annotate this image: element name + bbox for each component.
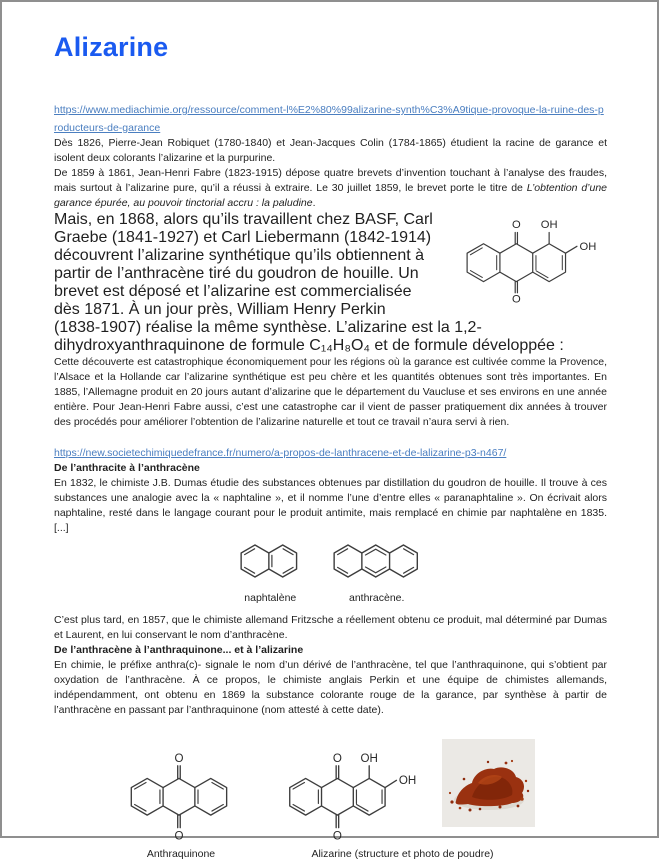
figure-row-middle <box>54 536 607 606</box>
paragraph-prefixe: En chimie, le préfixe anthra(c)- signale le nom d’un dérivé de l’anthracène, tel que l’anthraquinone, qui s’obtient par oxydation de l’anthracène. À ce propos, le chimiste anglais Perkin et une équipe de chimistes allemands, indépendamment, ont obtenu en 1869 la substance colorante rouge de la garance, par synthèse à partir de l’anthracène en passant par l’anthraquinone (nom attesté à cette date). <box>54 659 607 716</box>
naphthalene-structure-diagram <box>235 536 305 586</box>
link-block-mediachimie <box>54 100 607 136</box>
hydroxyl-group-label: OH <box>540 219 558 232</box>
oxygen-atom-label: O <box>511 219 521 232</box>
oxygen-atom-label: O <box>174 752 184 765</box>
link-block-societechimique <box>54 443 607 461</box>
paragraph-catastrophe: Cette découverte est catastrophique économiquement pour les régions où la garance est cultivée comme la Provence, l’Alsace et la Hollande car l’alizarine synthétique est peu chère et les quantités obtenues sont très importantes. En 1885, l’Allemagne produit en 20 jours autant d’alizarine que le département du Vaucluse et ses environs en une année entière. Pour Jean-Henri Fabre aussi, c’est une catastrophe car il vient de passer pratiquement dix années à trouver des procédés pour améliorer l’obtention de l’alizarine naturelle et tout ce travail n’aura servi à rien. <box>54 356 607 428</box>
paragraph-basf-wrap <box>54 211 607 355</box>
hydroxyl-group-label: OH <box>360 752 378 765</box>
oxygen-atom-label: O <box>332 830 342 843</box>
page-content <box>54 32 607 862</box>
anthracene-figure <box>328 536 426 606</box>
hydroxyl-group-label: OH <box>398 775 417 788</box>
societechimique-link[interactable]: https://new.societechimiquedefrance.fr/numero/a-propos-de-lanthracene-et-de-lalizarine-p3-n467/ <box>54 447 507 459</box>
heading-anthracite: De l’anthracite à l’anthracène <box>54 462 200 474</box>
paragraph-fabre-italic-title: L’obtention d’une garance épurée, au pouvoir tinctorial accru : la paludine <box>54 182 608 209</box>
oxygen-atom-label: O <box>511 293 521 306</box>
anthraquinone-structure-diagram <box>112 733 250 847</box>
paragraph-dumas: En 1832, le chimiste J.B. Dumas étudie des substances obtenues par distillation du goudron de houille. Il trouve à ces substances une analogie avec la « naphtaline », et il nomme l’une d’entre elles « paranaphtaline ». On écrivait alors naphtaline, resté dans le langage courant pour le produit antimite, mais remplacé en chimie par naphtalène en 1835. [...] <box>54 477 607 534</box>
page-title: Alizarine <box>54 32 169 62</box>
alizarine-structure-and-photo <box>270 733 535 847</box>
hydroxyl-group-label: OH <box>579 240 597 253</box>
paragraph-basf-text: Mais, en 1868, alors qu’ils travaillent chez BASF, Carl Graebe (1841-1927) et Carl Liebermann (1842-1914) découvrent l’alizarine synthétique qu’ils obtiennent à partir de l’anthracène tiré du goudron de houille. Un brevet est déposé et l’alizarine est commercialisée dès 1871. À un jour près, William Henry Perkin (1838-1907) réalise la même synthèse. L’alizarine est la 1,2-dihydroxyanthraquinone de formule C₁₄H₈O₄ et de formule développée : <box>54 211 564 354</box>
paragraph-fabre-brevets <box>54 166 607 211</box>
paragraph-robiquet: Dès 1826, Pierre-Jean Robiquet (1780-1840) et Jean-Jacques Colin (1784-1865) étudient la racine de garance et isolent deux colorants l’alizarine et la purpurine. <box>54 137 607 164</box>
naphthalene-figure <box>235 536 305 606</box>
anthraquinone-caption: Anthraquinone <box>146 848 216 860</box>
alizarine-powder-photo <box>442 739 535 827</box>
alizarine-figure-group <box>270 733 535 862</box>
alizarine-structure-diagram <box>270 733 434 847</box>
anthraquinone-figure <box>112 733 250 862</box>
paragraph-fabre-start: De 1859 à 1861, Jean-Henri Fabre (1823-1915) dépose quatre brevets d’invention touchant à l’analyse des fraudes, mais surtout à l’alizarine pure, qu’il a réussi à extraire. Le 30 juillet 1859, le brevet porte le titre de <box>54 167 607 194</box>
oxygen-atom-label: O <box>174 830 184 843</box>
anthracene-caption: anthracène. <box>348 592 405 604</box>
paragraph-fabre-end: . <box>312 197 316 209</box>
naphthalene-caption: naphtalène <box>244 592 297 604</box>
alizarine-structure-top-diagram <box>447 211 607 304</box>
heading-anthraquinone: De l’anthracène à l’anthraquinone... et à l’alizarine <box>54 644 304 656</box>
anthracene-structure-diagram <box>328 536 426 586</box>
figure-row-bottom <box>112 733 607 862</box>
mediachimie-link[interactable]: https://www.mediachimie.org/ressource/comment-l%E2%80%99alizarine-synth%C3%A9tique-provoque-la-ruine-des-producteurs-de-garance <box>54 104 604 134</box>
alizarine-caption: Alizarine (structure et photo de poudre) <box>311 848 494 860</box>
paragraph-fritzsche: C’est plus tard, en 1857, que le chimiste allemand Fritzsche a réellement obtenu ce produit, mal déterminé par Dumas et Laurent, en lui conservant le nom d’anthracène. <box>54 614 607 641</box>
oxygen-atom-label: O <box>332 752 342 765</box>
